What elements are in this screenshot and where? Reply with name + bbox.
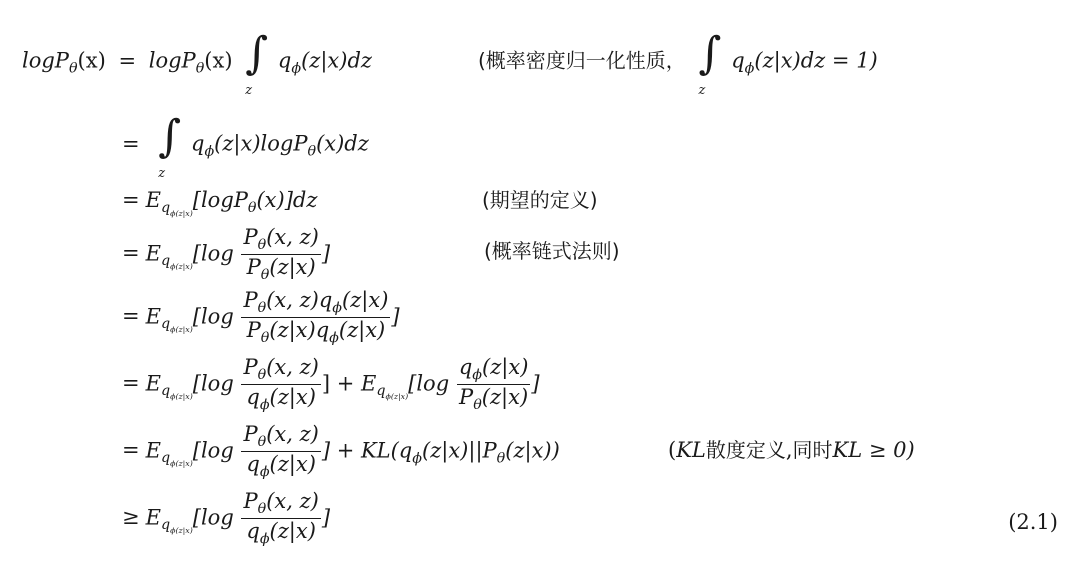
kl-term: ] + KL(q bbox=[321, 438, 413, 463]
close: ] bbox=[321, 505, 331, 530]
expectation: E bbox=[145, 188, 161, 212]
den2-sub: θ bbox=[473, 397, 482, 414]
equation-line-7 bbox=[122, 424, 560, 480]
expectation: E bbox=[145, 241, 161, 266]
e-sub: q bbox=[160, 316, 171, 333]
den-sub: θ bbox=[260, 267, 270, 284]
num-tail: (x, z) bbox=[266, 355, 319, 379]
num-sub: θ bbox=[257, 236, 267, 253]
equation-line-5 bbox=[122, 290, 400, 346]
theta-sub: θ bbox=[195, 60, 205, 77]
relation-symbol: ≥ bbox=[122, 505, 140, 530]
e-sub2: ϕ(z|x) bbox=[170, 459, 193, 469]
note-line-7 bbox=[668, 440, 915, 461]
lhs-theta-sub: θ bbox=[68, 60, 78, 77]
kl-mid: (z|x)||P bbox=[422, 438, 497, 463]
e-sub2: ϕ(z|x) bbox=[170, 325, 193, 335]
equation-line-1 bbox=[22, 28, 372, 98]
e-sub: q bbox=[160, 450, 171, 467]
relation-symbol: = bbox=[122, 188, 140, 212]
e-sub2: ϕ(z|x) bbox=[170, 392, 193, 402]
open: [log bbox=[192, 304, 234, 329]
den-tail: (z|x)q bbox=[269, 318, 330, 343]
phi-sub: ϕ bbox=[204, 143, 215, 160]
num2: q bbox=[458, 355, 473, 379]
den-sub2: ϕ bbox=[329, 330, 339, 347]
q-arg: (z|x)dz bbox=[301, 48, 372, 73]
kl-tail: (z|x)) bbox=[505, 438, 560, 463]
close: ] + bbox=[321, 371, 361, 396]
num: P bbox=[243, 489, 258, 513]
fraction bbox=[241, 491, 320, 547]
den: P bbox=[246, 318, 261, 343]
relation-symbol: = bbox=[118, 48, 137, 73]
expectation-2: E bbox=[360, 371, 377, 396]
tail: (x)]dz bbox=[256, 188, 318, 212]
expectation: E bbox=[145, 438, 161, 463]
body: (z|x)logP bbox=[214, 131, 308, 156]
e-sub: q bbox=[160, 383, 171, 400]
e2-sub: q bbox=[376, 383, 386, 400]
den-tail: (z|x) bbox=[269, 452, 316, 477]
fraction-2 bbox=[457, 357, 531, 413]
den-tail: (z|x) bbox=[269, 385, 316, 410]
num: P bbox=[243, 225, 258, 249]
den: q bbox=[246, 519, 260, 544]
e-sub: q bbox=[160, 199, 171, 216]
note-text: (概率链式法则) bbox=[484, 239, 620, 263]
note-text: (期望的定义) bbox=[482, 188, 598, 212]
den-tail: (z|x) bbox=[269, 255, 316, 280]
note-text-2: 同时 bbox=[792, 438, 833, 462]
equation-line-4 bbox=[122, 227, 330, 283]
relation-symbol: = bbox=[122, 371, 140, 396]
num: P bbox=[243, 355, 258, 379]
close: ] bbox=[391, 304, 400, 329]
equation-line-8 bbox=[122, 491, 330, 547]
num2-sub: ϕ bbox=[472, 366, 483, 383]
relation-symbol: = bbox=[122, 304, 140, 329]
note-tail: (z|x)dz = 1) bbox=[754, 48, 878, 73]
num2-tail: (z|x) bbox=[482, 355, 529, 379]
den: q bbox=[246, 452, 260, 477]
relation-symbol: = bbox=[122, 438, 140, 463]
den-tail: (z|x) bbox=[269, 519, 316, 544]
note-integral-symbol: ∫ z bbox=[698, 28, 722, 98]
num-tail2: (z|x) bbox=[342, 288, 389, 312]
equation-line-2 bbox=[122, 111, 369, 181]
theta-sub: θ bbox=[307, 143, 317, 160]
fraction bbox=[241, 227, 320, 283]
num-sub: θ bbox=[257, 366, 267, 383]
den: q bbox=[246, 385, 260, 410]
num-sub: θ bbox=[257, 500, 267, 517]
lhs-log-p: logP bbox=[22, 48, 69, 73]
note-kl: KL bbox=[676, 438, 706, 462]
e-sub2: ϕ(z|x) bbox=[170, 526, 193, 536]
note-text: (概率密度归一化性质， bbox=[478, 48, 686, 73]
note-kl-2: KL ≥ 0) bbox=[832, 438, 915, 462]
open: [log bbox=[192, 438, 234, 463]
num-sub: θ bbox=[257, 433, 267, 450]
e-sub: q bbox=[160, 517, 171, 534]
note-phi-sub: ϕ bbox=[744, 60, 755, 77]
open: [log bbox=[192, 371, 234, 396]
fraction bbox=[241, 357, 320, 413]
den-sub: ϕ bbox=[259, 397, 270, 414]
den: P bbox=[246, 255, 261, 280]
expectation: E bbox=[145, 371, 161, 396]
den-sub: ϕ bbox=[259, 464, 270, 481]
e-sub2: ϕ(z|x) bbox=[170, 262, 193, 272]
kl-sub: ϕ bbox=[412, 450, 422, 467]
equation-line-3 bbox=[122, 190, 317, 218]
num: P bbox=[243, 288, 258, 312]
num-tail: (x, z) bbox=[266, 489, 319, 513]
den2-tail: (z|x) bbox=[481, 385, 529, 410]
open-2: [log bbox=[408, 371, 450, 396]
num-sub: θ bbox=[257, 299, 267, 316]
note-open: ( bbox=[668, 438, 677, 462]
equation-number: (2.1) bbox=[1008, 510, 1058, 534]
note-line-4 bbox=[484, 241, 620, 262]
den-sub: θ bbox=[260, 330, 270, 347]
fraction bbox=[241, 290, 390, 346]
open: [log bbox=[192, 241, 234, 266]
note-integral-limit: z bbox=[698, 83, 706, 98]
integral-symbol: ∫ z bbox=[158, 111, 182, 181]
body: [logP bbox=[192, 188, 248, 212]
relation-symbol: = bbox=[122, 241, 140, 266]
e2-sub2: ϕ(z|x) bbox=[385, 392, 409, 402]
e-sub: q bbox=[160, 253, 171, 270]
q-term: q bbox=[190, 131, 205, 156]
num-sub2: ϕ bbox=[332, 299, 343, 316]
phi-sub: ϕ bbox=[291, 60, 302, 77]
log-p-term: logP bbox=[148, 48, 196, 73]
den2: P bbox=[459, 385, 474, 410]
arg: (x) bbox=[204, 48, 233, 73]
note-text-1: 散度定义 bbox=[705, 438, 786, 462]
integral-symbol: ∫ z bbox=[245, 28, 269, 98]
lhs-arg: (x) bbox=[77, 48, 106, 73]
num-tail: (x, z) bbox=[266, 422, 319, 446]
tail: (x)dz bbox=[316, 131, 369, 156]
kl-sub2: θ bbox=[496, 450, 506, 467]
close-2: ] bbox=[531, 371, 540, 396]
expectation: E bbox=[145, 304, 161, 329]
num-tail: (x, z)q bbox=[266, 288, 333, 312]
relation-symbol: = bbox=[122, 131, 140, 156]
note-line-3 bbox=[482, 190, 598, 211]
num-tail: (x, z) bbox=[266, 225, 319, 249]
open: [log bbox=[192, 505, 234, 530]
equation-line-6 bbox=[122, 357, 540, 413]
den-tail2: (z|x) bbox=[338, 318, 386, 343]
e-sub2: ϕ(z|x) bbox=[170, 208, 193, 218]
close: ] bbox=[321, 241, 331, 266]
fraction bbox=[241, 424, 320, 480]
den-sub: ϕ bbox=[259, 531, 270, 548]
integral-limit: z bbox=[158, 166, 166, 181]
expectation: E bbox=[145, 505, 161, 530]
integral-limit: z bbox=[245, 83, 253, 98]
note-q: q bbox=[731, 48, 745, 73]
theta-sub: θ bbox=[247, 199, 257, 216]
note-line-1 bbox=[478, 28, 878, 98]
q-term: q bbox=[277, 48, 292, 73]
note-comma: , bbox=[785, 438, 793, 462]
num: P bbox=[243, 422, 258, 446]
